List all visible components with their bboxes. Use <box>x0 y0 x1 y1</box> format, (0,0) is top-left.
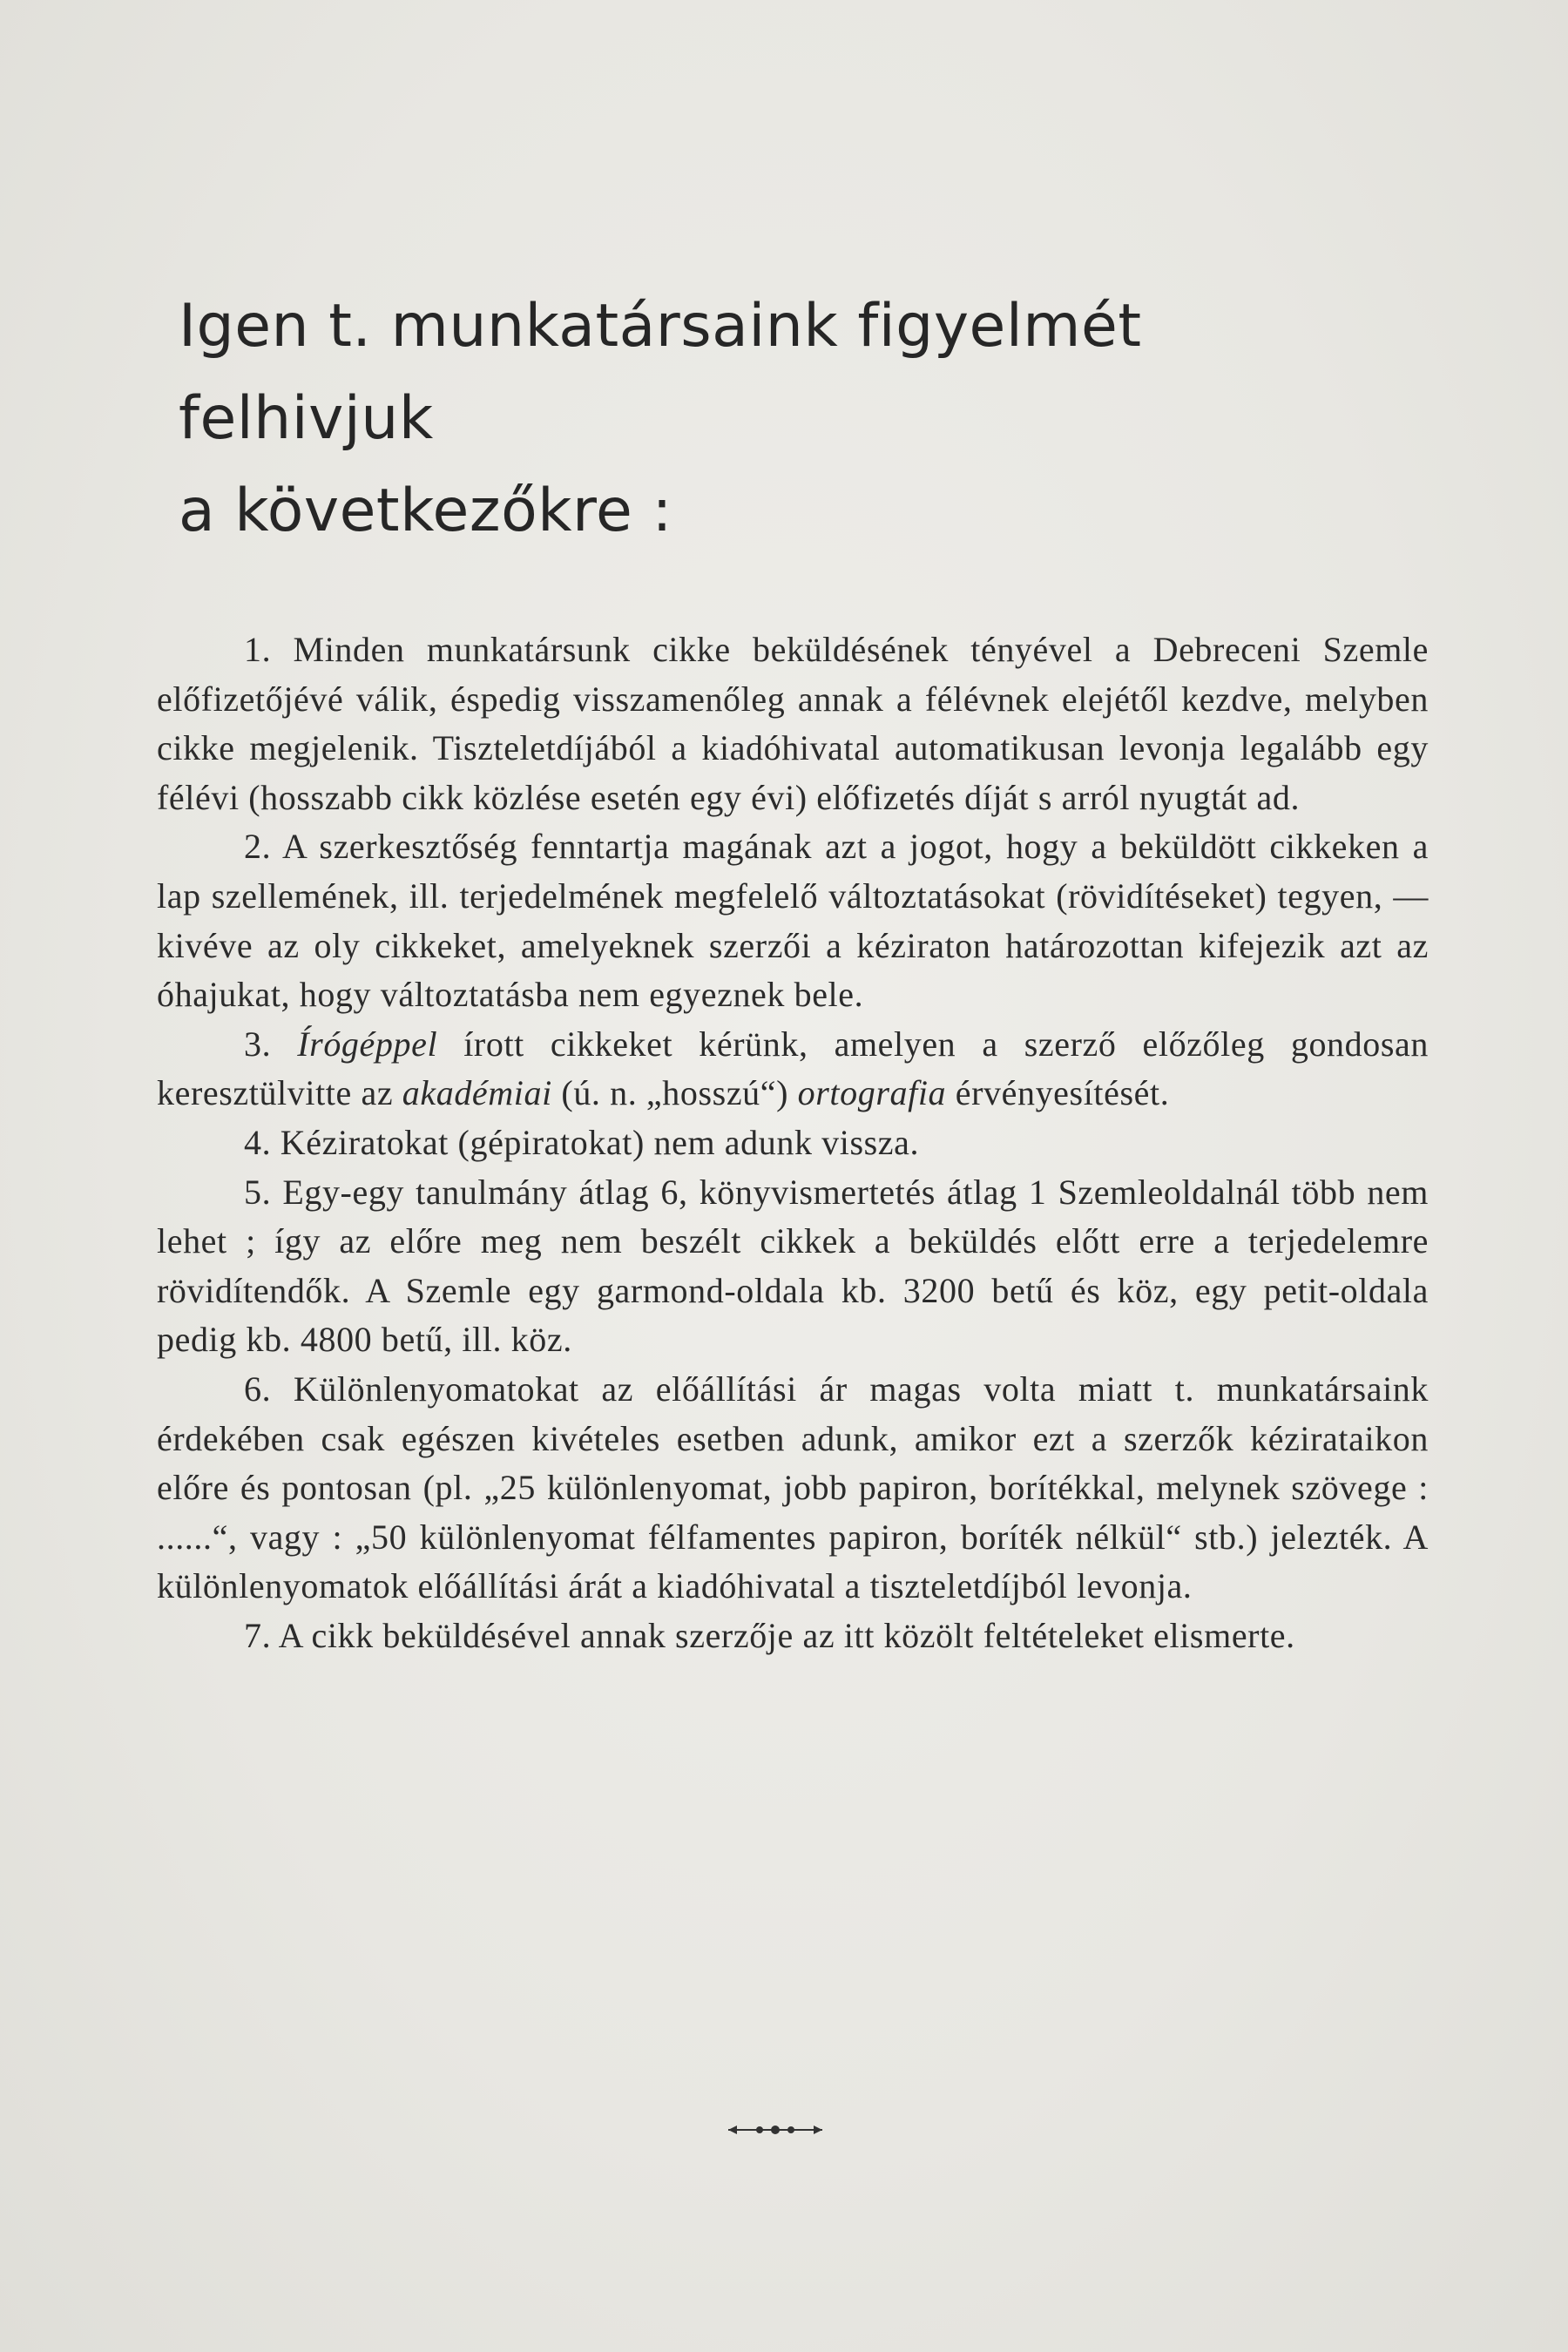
condition-item-3-prefix: 3. <box>244 1024 298 1064</box>
condition-item-3-mid-1: írott cikkeket kérünk, amelyen a szerző előzőleg gondosan keresztülvitte az <box>157 1024 1429 1113</box>
conditions-list <box>157 625 1429 1660</box>
condition-item-4: 4. Kéziratokat (gépiratokat) nem adunk vissza. <box>244 1122 920 1162</box>
heading-line-2: a következőkre : <box>179 476 672 545</box>
condition-item-3-suffix: érvényesítését. <box>946 1073 1170 1113</box>
condition-item-7: 7. A cikk beküldésével annak szerzője az itt közölt feltételeket elismerte. <box>244 1615 1295 1655</box>
page-heading <box>179 280 1381 558</box>
condition-item-3-italic-3: ortografia <box>797 1073 947 1113</box>
condition-item-1: 1. Minden munkatársunk cikke beküldésének tényével a Debreceni Szemle előfizetőjévé válik, éspedig visszamenőleg annak a félévnek elejétől kezdve, melyben cikke megjelenik. Tiszteletdíjából a kiadóhivatal automatikusan levonja legalább egy félévi (hosszabb cikk közlése esetén egy évi) előfizetés díját s arról nyugtát ad. <box>157 630 1429 817</box>
heading-line-1: Igen t. munkatársaink figyelmét felhivjuk <box>179 292 1142 453</box>
ornament-divider <box>723 2117 828 2143</box>
condition-item-3-italic-2: akadémiai <box>402 1073 552 1113</box>
condition-item-3-italic-1: Írógéppel <box>297 1024 438 1064</box>
condition-item-5: 5. Egy-egy tanulmány átlag 6, könyvismertetés átlag 1 Szemleoldalnál több nem lehet ; így az előre meg nem beszélt cikkek a beküldés előtt erre a terjedelemre rövidítendők. A Szemle egy garmond-oldala kb. 3200 betű és köz, egy petit-oldala pedig kb. 4800 betű, ill. köz. <box>157 1172 1429 1360</box>
condition-item-3-mid-2: (ú. n. „hosszú“) <box>551 1073 798 1113</box>
condition-item-6: 6. Különlenyomatokat az előállítási ár magas volta miatt t. munkatársaink érdekében csak egészen kivételes esetben adunk, amikor ezt a szerzők kézirataikon előre és pontosan (pl. „25 különlenyomat, jobb papiron, borítékkal, melynek szövege : ......“, vagy : „50 különlenyomat félfamentes papiron, boríték nélkül“ stb.) jelezték. A különlenyomatok előállítási árát a kiadóhivatal a tiszteletdíjból levonja. <box>157 1369 1429 1606</box>
condition-item-3 <box>157 1020 1429 1119</box>
condition-item-2: 2. A szerkesztőség fenntartja magának azt a jogot, hogy a beküldött cikkeken a lap szellemének, ill. terjedelmének megfelelő változtatásokat (rövidítéseket) tegyen, — kivéve az oly cikkeket, amelyeknek szerzői a kéziraton határozottan kifejezik azt az óhajukat, hogy változtatásba nem egyeznek bele. <box>157 827 1429 1015</box>
